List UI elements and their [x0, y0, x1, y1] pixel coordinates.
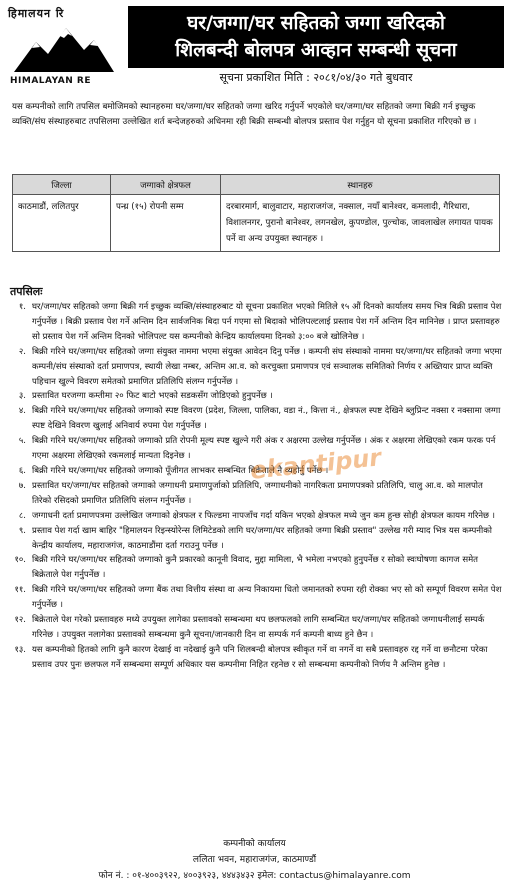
item-text: बिक्री गरिने घर/जग्गा/घर सहितको जग्गाको पूँजीगत लाभकर सम्बन्धित बिक्रेताले नै व्यहोर्नु पर्नेछ । — [32, 465, 329, 476]
item-number: ८. — [18, 510, 26, 521]
item-number: १२. — [14, 615, 26, 626]
item-number: ४. — [18, 406, 26, 417]
footer-office-label: कम्पनीको कार्यालय — [223, 839, 286, 849]
places-table — [12, 174, 500, 252]
item-number: ५. — [18, 436, 26, 447]
item-number: ११. — [14, 585, 26, 596]
item-number: ७. — [18, 480, 26, 491]
item-number: १३. — [14, 644, 26, 655]
details-list — [12, 300, 502, 673]
footer-address: ललिता भवन, महाराजगंज, काठमाण्डौं — [192, 855, 317, 865]
list-item — [12, 345, 502, 390]
logo-english-text: HIMALAYAN RE — [10, 76, 92, 86]
item-text: जग्गाधनी दर्ता प्रमाणपत्रमा उल्लेखित जग्गाको क्षेत्रफल र फिल्डमा नापजाँच गर्दा यकिन भएको क्षेत्रफल मध्ये जुन कम हुन्छ सोही क्षेत्रफल कायम गरिनेछ । — [32, 510, 495, 521]
list-item — [12, 524, 502, 554]
table-row — [13, 195, 500, 252]
item-text: प्रस्तावित घरजग्गा कम्तीमा २० फिट बाटो भएको सडकसँग जोडिएको हुनुपर्नेछ । — [32, 391, 273, 402]
item-text: प्रस्ताव पेश गर्दा खाम बाहिर "हिमालयन रिइन्स्योरेन्स लिमिटेडको लागि घर/जग्गा/घर सहितको जग्गा बिक्री प्रस्ताव" उल्लेख गरी म्याद भित्र यस कम्पनीको केन्द्रीय कार्यालय, महाराजगंज, काठमाडौंमा दर्ता गराउनु पर्नेछ । — [32, 525, 492, 551]
notice-title-box — [128, 6, 504, 68]
watermark: ekantipur — [248, 443, 383, 485]
footer — [0, 836, 509, 884]
item-number: ३. — [18, 391, 26, 402]
list-item — [12, 509, 502, 524]
item-text: घर/जग्गा/घर सहितको जग्गा बिक्री गर्न इच्छुक व्यक्ति/संस्थाहरुबाट यो सूचना प्रकाशित भएको मितिले १५ औं दिनको कार्यालय समय भित्र बिक्री प्रस्ताव पेश गर्नुपर्नेछ । बिक्री प्रस्ताव पेश गर्ने अन्तिम दिन सार्वजनिक बिदा पर्न गएमा सो बिदाको भोलिपल्टलाई प्रस्ताव पेश गर्ने अन्तिम दिन मानिनेछ । प्राप्त प्रस्तावहरु सो प्रस्ताव पेश गर्ने अन्तिम दिनको भोलिपल्ट यस कम्पनीको केन्द्रिय कार्यालयमा दिनको ३:०० बजे खोलिनेछ । — [32, 302, 502, 342]
item-number: १. — [18, 302, 26, 312]
list-item — [12, 464, 502, 479]
mountain-icon — [14, 24, 114, 72]
header-places: स्थानहरु — [221, 175, 500, 195]
cell-places: दरबारमार्ग, बालुवाटार, महाराजगंज, नक्साल, नयाँ बानेश्वर, कमलादी, गैरिधारा, विशालनगर, पुरानो बानेश्वर, लगनखेल, कुपण्डोल, पुल्चोक, जावलाखेल लगायत पायक पर्ने वा अन्य उपयुक्त स्थानहरु । — [221, 195, 500, 252]
company-logo — [4, 4, 122, 90]
list-item — [12, 613, 502, 643]
list-item — [12, 389, 502, 404]
list-item — [12, 300, 502, 345]
item-text: बिक्री गरिने घर/जग्गा/घर सहितको जग्गाको प्रति रोपनी मूल्य स्पष्ट खुल्ने गरी अंक र अक्षरमा उल्लेख गर्नुपर्नेछ । अंक र अक्षरमा लेखिएको रकम फरक पर्न गएमा अक्षरमा लेखिएको रकमलाई मान्यता दिइनेछ । — [32, 436, 496, 462]
list-item — [12, 643, 502, 673]
item-text: बिक्री गरिने घर/जग्गा/घर सहितको जग्गाको कुनै प्रकारको कानूनी विवाद, मुद्दा मामिला, भै भमेला नभएको हुनुपर्नेछ र सोको स्वःघोषणा कागज समेत बिक्रेताले पेश गर्नुपर्नेछ । — [32, 555, 478, 581]
item-text: बिक्री गरिने घर/जग्गा/घर सहितको जग्गा बैंक तथा वित्तीय संस्था वा अन्य निकायमा धितो जमानतको रुपमा रही रोक्का भए सो को सम्पूर्ण विवरण समेत पेश गर्नुपर्नेछ । — [32, 585, 502, 611]
logo-nepali-text: हिमालयन रि — [8, 7, 65, 20]
item-number: ९. — [18, 525, 26, 536]
notice-title-line1: घर/जग्गा/घर सहितको जग्गा खरिदको — [187, 12, 445, 34]
header — [0, 0, 509, 92]
item-number: १०. — [14, 555, 26, 566]
list-item — [12, 434, 502, 464]
header-area: जग्गाको क्षेत्रफल — [111, 175, 221, 195]
item-text: बिक्री गरिने घर/जग्गा/घर सहितको जग्गा संयुक्त नाममा भएमा संयुक्त आवेदन दिनु पर्नेछ । कम्पनी संघ संस्थाको नाममा घर/जग्गा/घर सहितको जग्गा भएमा कम्पनी/संघ संस्थाको दर्ता प्रमाणपत्र, स्थायी लेखा नम्बर, अन्तिम आ.व. को करचुक्ता प्रमाणपत्र एवं सञ्चालक समितिको निर्णय र अख्तियार प्राप्त व्यक्ति पहिचान खुल्ने विवरण समेतको प्रमाणित प्रतिलिपि संलग्न गर्नुपर्नेछ । — [32, 346, 502, 387]
item-text: यस कम्पनीको हितको लागि कुनै कारण देखाई वा नदेखाई कुनै पनि शिलबन्दी बोलपत्र स्वीकृत गर्ने वा नगर्ने वा सबै प्रस्तावहरु रद्द गर्ने वा छनौटमा परेका प्रस्ताव उपर पुनः छलफल गर्ने सम्बन्धमा सम्पूर्ण अधिकार यस कम्पनीमा निहित रहनेछ र सो सम्बन्धमा कम्पनीको निर्णय नै अन्तिम हुनेछ । — [32, 644, 488, 670]
list-item — [12, 583, 502, 613]
item-number: ६. — [18, 465, 26, 476]
header-district: जिल्ला — [13, 175, 111, 195]
footer-contact: फोन नं. : ०१-४००३९२२, ४००३९२३, ४४४३४३२ इमेल: contactus@himalayanre.com — [98, 871, 411, 881]
item-text: बिक्रेताले पेश गरेको प्रस्तावहरु मध्ये उपयुक्त लागेका प्रस्तावको सम्बन्धमा थप छलफलको लागि सम्बन्धित घर/जग्गा/घर सहितको जग्गाधनीलाई सम्पर्क गरिनेछ । उपयुक्त नलागेका प्रस्तावको सम्बन्धमा कुनै सूचना/जानकारी दिन वा सम्पर्क गर्न कम्पनी बाध्य हुने छैन । — [32, 615, 485, 640]
list-item — [12, 404, 502, 434]
published-date: सूचना प्रकाशित मिति : २०८१/०४/३० गते बुधवार — [219, 71, 413, 84]
item-text: बिक्री गरिने घर/जग्गा/घर सहितको जग्गाको स्पष्ट विवरण (प्रदेश, जिल्ला, पालिका, वडा नं., कित्ता नं., क्षेत्रफल स्पष्ट देखिने ब्लुप्रिन्ट नक्सा र नक्सामा जग्गा स्पष्ट देखिने विवरण खुलाई अनिवार्य रुपमा पेश गर्नुपर्नेछ । — [32, 406, 501, 432]
item-text: प्रस्तावित घर/जग्गा/घर सहितको जग्गाको जग्गाधनी प्रमाणपुर्जाको प्रतिलिपि, जग्गाधनीको नागरिकता प्रमाणपत्रको प्रतिलिपि, चालु आ.व. को मालपोत तिरेको रसिदको प्रमाणित प्रतिलिपि संलग्न गर्नुपर्नेछ । — [32, 480, 483, 506]
item-number: २. — [18, 346, 26, 357]
intro-paragraph: यस कम्पनीको लागि तपसिल बमोजिमको स्थानहरुमा घर/जग्गा/घर सहितको जग्गा खरिद गर्नुपर्ने भएकोले घर/जग्गा/घर सहितको जग्गा बिक्री गर्न इच्छुक व्यक्ति/संघ संस्थाहरुबाट तपसिलमा उल्लेखित शर्त बन्देजहरुको अधिनमा रही बिक्री सम्बन्धी बोलपत्र प्रस्ताव पेश गर्नुहुन यो सूचना प्रकाशित गरिएको छ । — [12, 102, 477, 127]
cell-district: काठमाडौं, ललितपुर — [13, 195, 111, 252]
details-heading: तपसिलः — [10, 285, 43, 298]
table-header-row — [13, 175, 500, 195]
notice-title-line2: शिलबन्दी बोलपत्र आव्हान सम्बन्धी सूचना — [175, 39, 457, 61]
list-item — [12, 553, 502, 583]
cell-area: पन्ध्र (१५) रोपनी सम्म — [111, 195, 221, 252]
list-item — [12, 479, 502, 509]
